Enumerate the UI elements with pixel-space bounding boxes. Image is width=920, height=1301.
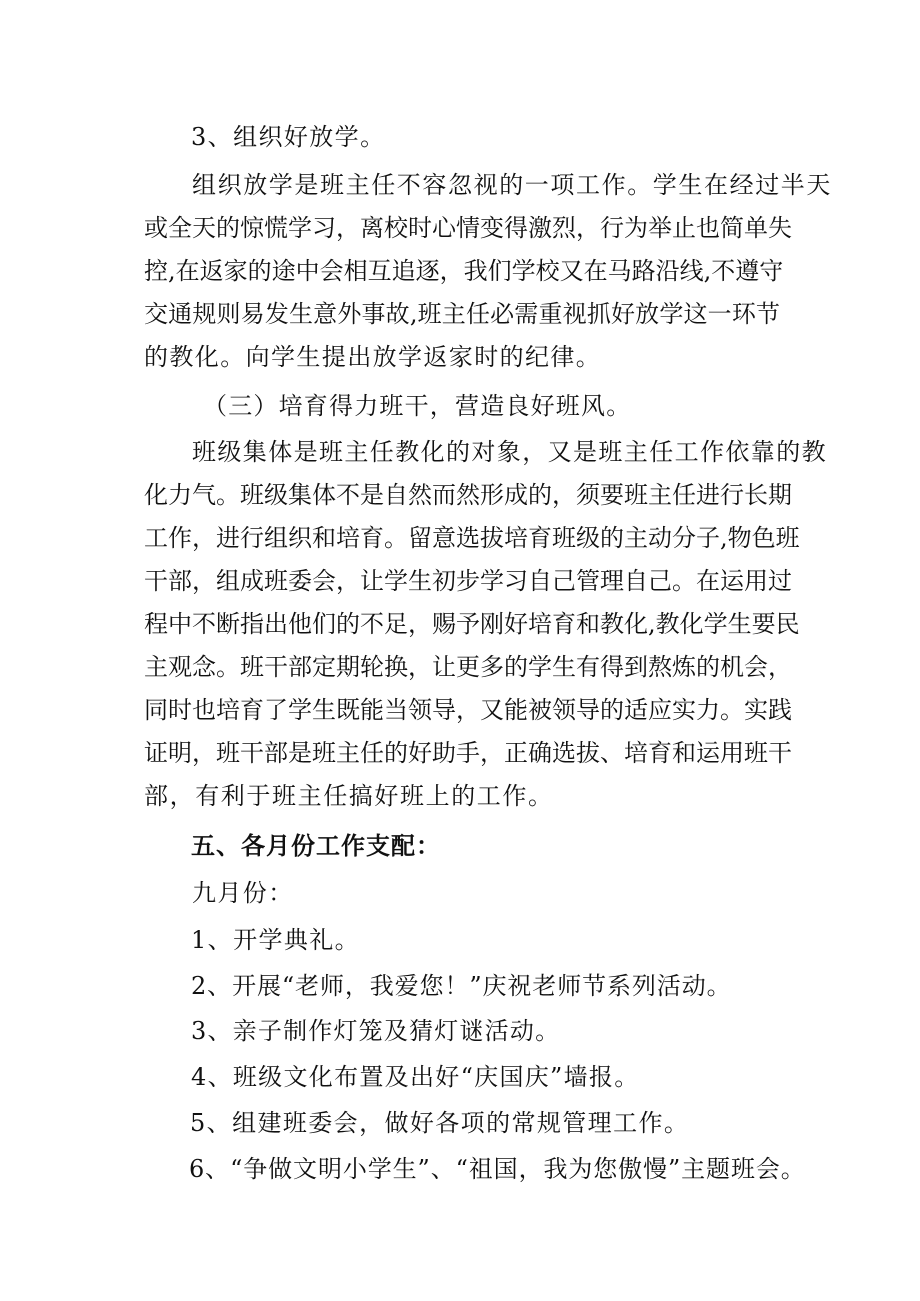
section-three-paragraph-line: 程中不断指出他们的不足，赐予刚好培育和教化,教化学生要民 xyxy=(144,610,800,638)
section-three-paragraph-line: 证明，班干部是班主任的好助手，正确选拔、培育和运用班干 xyxy=(144,739,792,767)
section-3-title: 3、组织好放学。 xyxy=(191,123,386,151)
section-three-paragraph-line: 干部，组成班委会，让学生初步学习自己管理自己。在运用过 xyxy=(144,567,792,595)
month-item: 4、班级文化布置及出好“庆国庆”墙报。 xyxy=(191,1063,640,1091)
section-3-paragraph-line: 组织放学是班主任不容忽视的一项工作。学生在经过半天 xyxy=(192,171,832,199)
month-item: 6、“争做文明小学生”、“祖国，我为您傲慢”主题班会。 xyxy=(189,1155,806,1183)
section-three-paragraph-line: 同时也培育了学生既能当领导，又能被领导的适应实力。实践 xyxy=(144,696,792,724)
section-3-paragraph-line: 交通规则易发生意外事故,班主任必需重视抓好放学这一环节 xyxy=(144,300,780,328)
section-three-paragraph-line: 部，有利于班主任搞好班上的工作。 xyxy=(144,782,554,810)
section-five-title: 五、各月份工作支配： xyxy=(191,832,441,860)
section-three-title: （三）培育得力班干，营造良好班风。 xyxy=(203,392,632,420)
section-three-paragraph-line: 主观念。班干部定期轮换，让更多的学生有得到熬炼的机会， xyxy=(144,653,792,681)
section-3-paragraph-line: 控,在返家的途中会相互追逐，我们学校又在马路沿线,不遵守 xyxy=(144,257,784,285)
month-label: 九月份： xyxy=(192,879,294,907)
section-three-paragraph-line: 化力气。班级集体不是自然而然形成的，须要班主任进行长期 xyxy=(144,481,792,509)
section-three-paragraph-line: 工作，进行组织和培育。留意选拔培育班级的主动分子,物色班 xyxy=(144,524,800,552)
section-three-paragraph-line: 班级集体是班主任教化的对象，又是班主任工作依靠的教 xyxy=(192,438,827,466)
section-3-paragraph-line: 的教化。向学生提出放学返家时的纪律。 xyxy=(144,343,602,371)
section-3-paragraph-line: 或全天的惊慌学习，离校时心情变得激烈，行为举止也简单失 xyxy=(144,214,792,242)
month-item: 2、开展“老师，我爱您！”庆祝老师节系列活动。 xyxy=(191,972,732,1000)
month-item: 1、开学典礼。 xyxy=(191,926,361,954)
month-item: 5、组建班委会，做好各项的常规管理工作。 xyxy=(190,1109,690,1137)
month-item: 3、亲子制作灯笼及猜灯谜活动。 xyxy=(191,1017,561,1045)
